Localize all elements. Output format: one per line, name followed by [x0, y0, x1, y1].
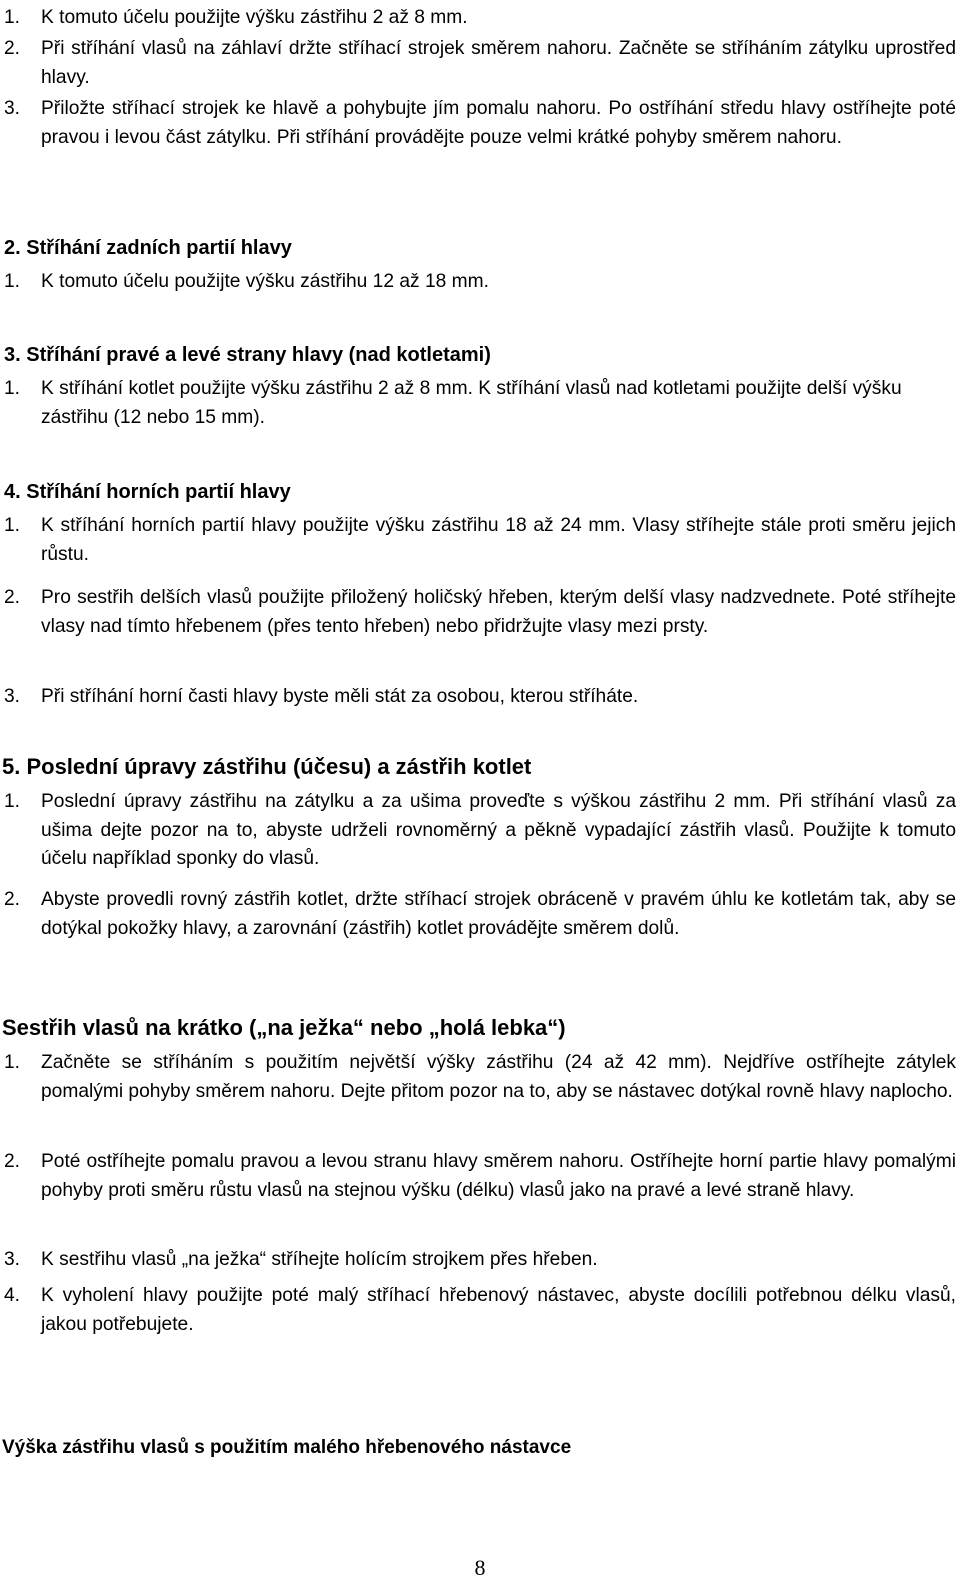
list-text: Pro sestřih delších vlasů použijte přiložený holičský hřeben, kterým delší vlasy nadzvednete. Poté stříhejte vlasy nad tímto hřebenem (přes tento hřeben) nebo přidržujte vlasy mezi prsty.: [41, 587, 956, 637]
list-text: K vyholení hlavy použijte poté malý stříhací hřebenový nástavec, abyste docílili potřebnou délku vlasů, jakou potřebujete.: [41, 1285, 956, 1335]
list-item: [0, 95, 956, 152]
section-heading: 5. Poslední úpravy zástřihu (účesu) a zástřih kotlet: [2, 754, 532, 779]
list-item: [0, 886, 956, 943]
list-item: [0, 35, 956, 92]
list-item: [0, 4, 956, 33]
list-text: K stříhání horních partií hlavy použijte výšku zástřihu 18 až 24 mm. Vlasy stříhejte stále proti směru jejich růstu.: [41, 515, 956, 565]
list-text: Přiložte stříhací strojek ke hlavě a pohybujte jím pomalu nahoru. Po ostříhání středu hlavy ostříhejte poté pravou i levou část zátylku. Při stříhání provádějte pouze velmi krátké pohyby směrem nahoru.: [41, 98, 956, 148]
list-item: [0, 1148, 956, 1205]
list-number: 1.: [4, 515, 21, 536]
list-number: 2.: [4, 889, 21, 910]
list-text: K tomuto účelu použijte výšku zástřihu 12 až 18 mm.: [41, 271, 489, 292]
list-item: [0, 788, 956, 874]
list-text: Při stříhání horní časti hlavy byste měli stát za osobou, kterou stříháte.: [41, 686, 639, 707]
list-number: 1.: [4, 1052, 21, 1073]
list-text: Abyste provedli rovný zástřih kotlet, držte stříhací strojek obráceně v pravém úhlu ke kotletám tak, aby se dotýkal pokožky hlavy, a zarovnání (zástřih) kotlet provádějte směrem dolů.: [41, 889, 956, 939]
list-item: [0, 584, 956, 641]
list-text: K tomuto účelu použijte výšku zástřihu 2 až 8 mm.: [41, 7, 468, 28]
list-item: [0, 375, 956, 432]
list-text: K stříhání kotlet použijte výšku zástřihu 2 až 8 mm. K stříhání vlasů nad kotletami použijte delší výšku zástřihu (12 nebo 15 mm).: [41, 378, 902, 428]
list-number: 2.: [4, 38, 21, 59]
list-number: 4.: [4, 1285, 21, 1306]
list-item: [0, 1246, 956, 1275]
list-item: [0, 683, 956, 712]
footer-heading: Výška zástřihu vlasů s použitím malého hřebenového nástavce: [2, 1437, 572, 1458]
list-text: Poté ostříhejte pomalu pravou a levou stranu hlavy směrem nahoru. Ostříhejte horní partie hlavy pomalými pohyby proti směru růstu vlasů na stejnou výšku (délku) vlasů jako na pravé a levé straně hlavy.: [41, 1151, 956, 1201]
section-heading: 2. Stříhání zadních partií hlavy: [4, 237, 292, 259]
list-text: Při stříhání vlasů na záhlaví držte stříhací strojek směrem nahoru. Začněte se stříháním zátylku uprostřed hlavy.: [41, 38, 956, 88]
list-number: 1.: [4, 378, 21, 399]
list-number: 3.: [4, 686, 21, 707]
list-item: [0, 512, 956, 569]
list-text: K sestřihu vlasů „na ježka“ stříhejte holícím strojkem přes hřeben.: [41, 1249, 598, 1270]
section-heading: 3. Stříhání pravé a levé strany hlavy (nad kotletami): [4, 344, 491, 366]
page-number: 8: [474, 1555, 486, 1580]
list-item: [0, 268, 956, 297]
list-number: 3.: [4, 1249, 21, 1270]
list-number: 1.: [4, 791, 21, 812]
list-number: 1.: [4, 271, 21, 292]
section-heading: 4. Stříhání horních partií hlavy: [4, 481, 291, 503]
list-text: Začněte se stříháním s použitím největší výšky zástřihu (24 až 42 mm). Nejdříve ostříhejte zátylek pomalými pohyby směrem nahoru. Dejte přitom pozor na to, aby se nástavec dotýkal rovně hlavy naplocho.: [41, 1052, 956, 1102]
list-number: 3.: [4, 98, 21, 119]
section-heading: Sestřih vlasů na krátko („na ježka“ nebo „holá lebka“): [2, 1015, 566, 1040]
list-number: 2.: [4, 587, 21, 608]
list-item: [0, 1049, 956, 1106]
list-text: Poslední úpravy zástřihu na zátylku a za ušima proveďte s výškou zástřihu 2 mm. Při stříhání vlasů za ušima dejte pozor na to, abyste udrželi rovnoměrný a pěkně vypadající zástřih vlasů. Použijte k tomuto účelu například sponky do vlasů.: [41, 791, 956, 870]
list-number: 1.: [4, 7, 21, 28]
list-item: [0, 1282, 956, 1339]
list-number: 2.: [4, 1151, 21, 1172]
